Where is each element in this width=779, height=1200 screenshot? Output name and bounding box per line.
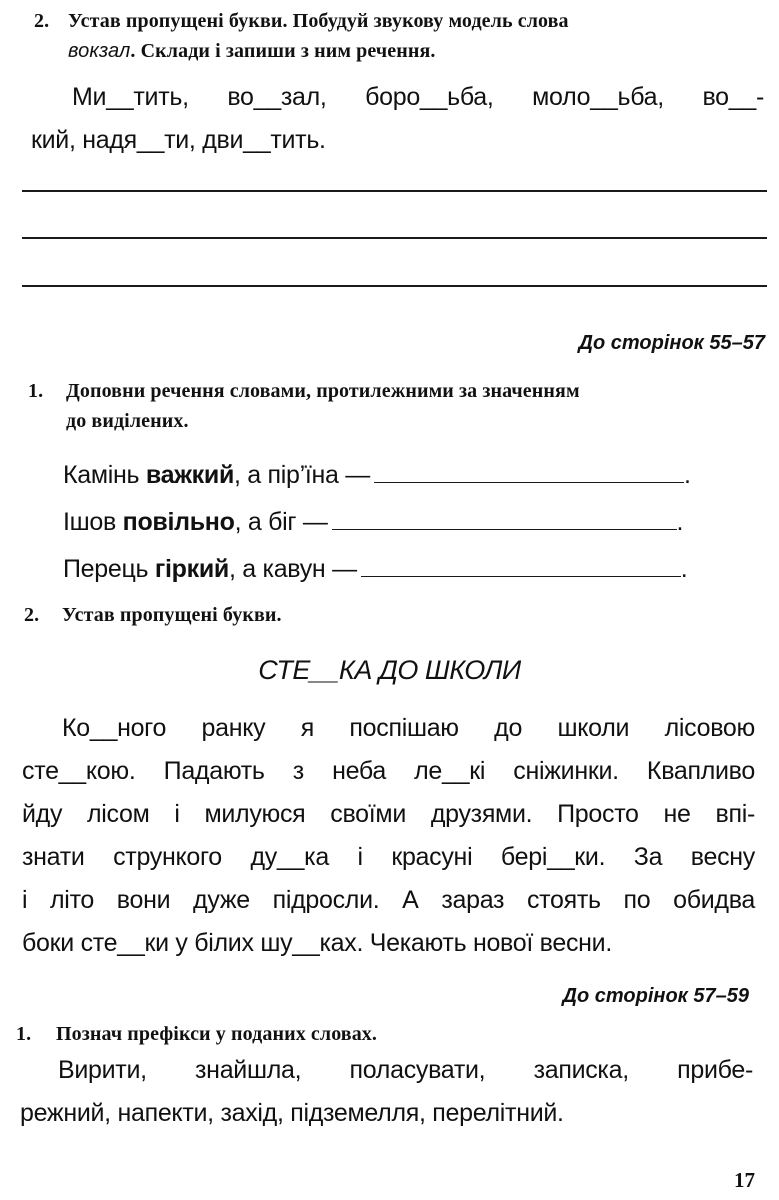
task-2b-instruction: 2. Устав пропущені букви. [24,600,282,630]
answer-line[interactable] [22,190,767,192]
task-number: 2. [24,604,40,626]
task-1-instruction [28,376,773,436]
story-line: йду лісом і милуюся своїми друзями. Просто не впі- [22,800,755,828]
antonym-sentence: Перець гіркий, а кавун — . [63,555,688,583]
story-line: Ко__ного ранку я поспішаю до школи лісовою [62,714,755,742]
task-2-line-2: вокзал. Склади і запиши з ним речення. [68,40,436,62]
word-line: Вирити, знайшла, поласувати, записка, прибе- [58,1056,753,1084]
task-number: 1. [16,1023,32,1045]
highlighted-word: важкий [145,461,235,489]
page-number: 17 [734,1168,755,1192]
answer-line[interactable] [22,237,767,239]
task-2-instruction [34,6,774,66]
task-1-line-2: до виділених. [66,410,189,432]
highlighted-word: гіркий [154,555,229,583]
task-number: 2. [34,10,50,32]
story-text [22,707,755,965]
antonym-sentence: Камінь важкий, а пір’їна — . [63,461,691,489]
page-reference: До сторінок 55–57 [578,332,765,354]
story-line: і літо вони дуже підросли. А зараз стоять по обидва [22,886,755,914]
answer-blank[interactable] [361,554,681,577]
antonym-sentence: Ішов повільно, а біг — . [63,508,684,536]
story-line: сте__кою. Падають з неба ле__кі сніжинки. Квапливо [22,757,755,785]
task-number: 1. [28,380,44,402]
task-2-line-1: 2. Устав пропущені букви. Побудуй звукову модель слова [34,6,774,36]
story-title: СТЕ__КА ДО ШКОЛИ [258,655,521,685]
answer-blank[interactable] [374,460,684,483]
prefix-words [20,1049,753,1135]
answer-blank[interactable] [332,507,677,530]
missing-letters-exercise [31,76,764,162]
task-1-line-1: 1. Доповни речення словами, протилежними за значенням [28,376,773,406]
page-reference: До сторінок 57–59 [562,985,749,1007]
highlighted-word: повільно [122,508,235,536]
exercise-line: кий, надя__ти, дви__тить. [31,126,326,154]
word-line: режний, напекти, захід, підземелля, перелітний. [20,1099,564,1127]
italic-word: вокзал [68,40,131,62]
story-line: боки сте__ки у білих шу__ках. Чекають нової весни. [22,929,612,957]
story-line: знати стрункого ду__ка і красуні бері__ки. За весну [22,843,755,871]
exercise-line: Ми__тить, во__зал, боро__ьба, моло__ьба, во__- [72,83,764,111]
task-prefix-instruction: 1. Познач префікси у поданих словах. [16,1019,377,1049]
answer-line[interactable] [22,285,767,287]
